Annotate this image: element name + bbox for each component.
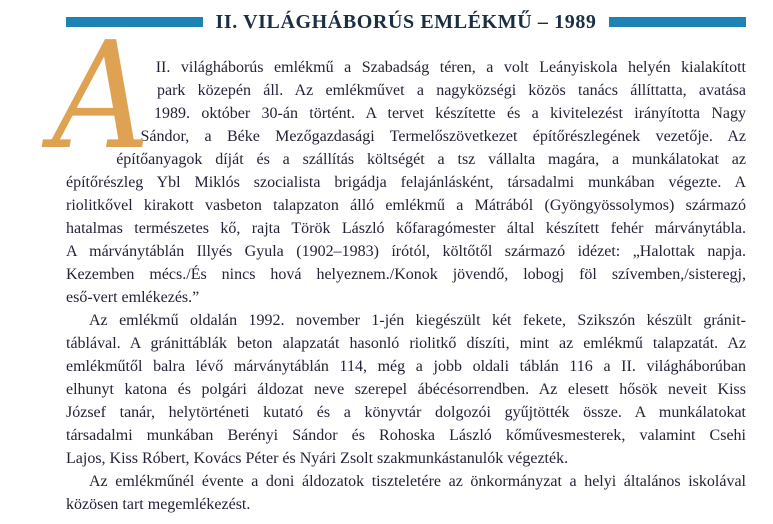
- text-line: Az emlékmű oldalán 1992. november 1-jén kiegészült két fekete, Szikszón készült gránit-: [89, 312, 746, 329]
- paragraph-3-lines: [66, 470, 746, 516]
- text-line: társadalmi munkában Berényi Sándor és Rohoska László kőművesmesterek, valamint Csehi: [66, 427, 746, 444]
- paragraph-1-lines: [66, 56, 746, 309]
- text-line: építőanyagok díját és a szállítás költségét a tsz vállalta magára, a munkálatokat az: [116, 151, 746, 168]
- title-rule-right: [609, 17, 746, 27]
- text-line: Az emlékműnél évente a doni áldozatok tiszteletére az önkormányzat a helyi általános iskolával: [89, 473, 746, 490]
- paragraph-3: [66, 470, 746, 516]
- text-line: táblával. A gránittáblák beton alapzatát hasonló riolitkő díszíti, mint az emlékmű talapzatát. Az: [66, 335, 746, 352]
- page-title: II. VILÁGHÁBORÚS EMLÉKMŰ – 1989: [215, 10, 597, 33]
- paragraph-2: [66, 309, 746, 470]
- text-line: Sándor, a Béke Mezőgazdasági Termelőszövetkezet építőrészlegének vezetője. Az: [140, 128, 746, 145]
- dropcap-container: [52, 10, 158, 182]
- text-line: közösen tart megemlékezést.: [66, 496, 251, 513]
- text-line: építőrészleg Ybl Miklós szocialista brigádja felajánlásként, társadalmi munkában végezte. A: [66, 174, 746, 191]
- chapter-header: [66, 9, 746, 35]
- text-line: eső-vert emlékezés.”: [66, 289, 200, 306]
- paragraph-2-lines: [66, 309, 746, 470]
- text-line: Kezemben mécs./És nincs hová helyeznem./Konok jövendő, lobogj föl szívemben,/sisteregj,: [66, 266, 746, 283]
- text-line: Lajos, Kiss Róbert, Kovács Péter és Nyári Zsolt szakmunkástanulók végezték.: [66, 450, 569, 467]
- text-line: II. világháborús emlékmű a Szabadság téren, a volt Leányiskola helyén kialakított: [155, 59, 746, 76]
- text-line: József tanár, helytörténeti kutató és a könyvtár dolgozói gyűjtötték össze. A munkálatokat: [66, 404, 746, 421]
- text-line: emlékműtől balra lévő márványtáblán 114, még a jobb oldali táblán 116 a II. világháborúban: [66, 358, 746, 375]
- text-line: 1989. október 30-án történt. A tervet készítette és a kivitelezést irányította Nagy: [154, 105, 746, 122]
- text-line: riolitkővel kirakott vasbeton talapzaton álló emlékmű a Mátrából (Gyöngyössolymos) származó: [66, 197, 746, 214]
- text-line: park közepén áll. Az emlékművet a nagyközségi közös tanács állíttatta, avatása: [157, 82, 746, 99]
- text-line: elhunyt katona és polgári áldozat neve szerepel ábécésorrendben. Az elesett hősök neveit Kiss: [66, 381, 746, 398]
- dropcap-letter-a: A: [52, 10, 151, 182]
- text-line: hatalmas természetes kő, rajta Török László kőfaragómester által készített fehér márványtábla.: [66, 220, 746, 237]
- text-line: A márványtáblán Illyés Gyula (1902–1983) írótól, költőtől származó idézet: „Halottak napja.: [66, 243, 746, 260]
